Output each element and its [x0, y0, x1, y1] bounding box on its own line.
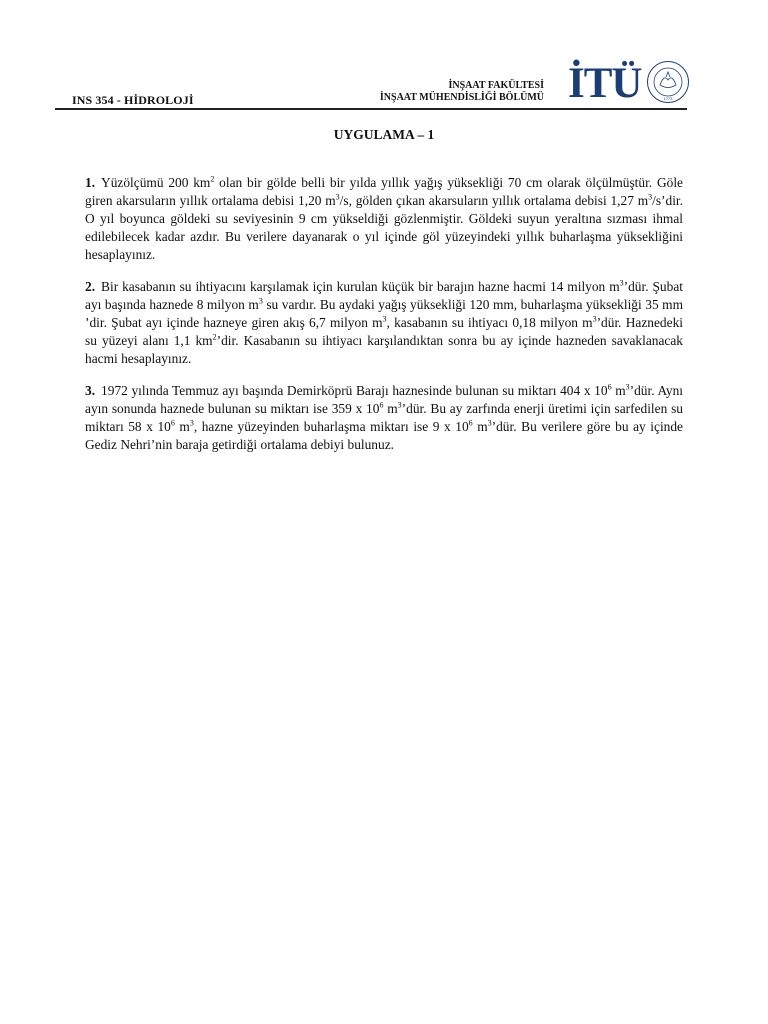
problem-text: , hazne yüzeyinden buharlaşma miktarı ise 9 x 10 — [193, 419, 469, 434]
superscript: 3 — [397, 400, 402, 410]
superscript: 2 — [210, 174, 215, 184]
superscript: 6 — [170, 418, 175, 428]
problem-text: ’dür. Şubat ayı başında haznede 8 milyon m — [85, 279, 683, 312]
problem-text: /s’dir. O yıl boyunca göldeki su seviyesinin 9 cm yükseldiği gözlenmiştir. Göldeki suyun yeraltına sızması ihmal edilebilecek kadar azdır. Bu verilere dayanarak o yıl içinde göl yüzeyindeki yıllık buharlaşma yüksekliğini hesaplayınız. — [85, 193, 683, 262]
problem-text: ’dür. Haznedeki su yüzeyi alanı 1,1 km — [85, 315, 683, 348]
superscript: 6 — [607, 382, 612, 392]
problem-2 — [85, 278, 683, 368]
superscript: 3 — [382, 314, 387, 324]
superscript: 3 — [189, 418, 194, 428]
superscript: 3 — [487, 418, 492, 428]
problem-number: 1. — [85, 175, 96, 190]
department-name: İNŞAAT MÜHENDİSLİĞİ BÖLÜMÜ — [379, 92, 544, 103]
problem-text: , kasabanın su ihtiyacı 0,18 milyon m — [386, 315, 593, 330]
superscript: 3 — [619, 278, 624, 288]
problem-text: ’dür. Aynı ayın sonunda haznede bulunan su miktarı ise 359 x 10 — [85, 383, 684, 416]
problem-text: su vardır. Bu aydaki yağış yüksekliği 120 mm, buharlaşma yüksekliği 35 mm ’dir. Şubat ayı içinde hazneye giren akış 6,7 milyon m — [85, 297, 683, 330]
problem-text: m — [472, 419, 488, 434]
problem-list — [85, 174, 683, 468]
problem-text: m — [174, 419, 190, 434]
superscript: 3 — [625, 382, 630, 392]
problem-1 — [85, 174, 683, 264]
problem-text: olan bir gölde belli bir yılda yıllık yağış yüksekliği 70 cm olarak ölçülmüştür. Göle giren akarsuların yıllık ortalama debisi 1,20 m — [85, 175, 683, 208]
page-title: UYGULAMA – 1 — [333, 127, 435, 142]
problem-text: m — [611, 383, 626, 398]
problem-number: 2. — [85, 279, 96, 294]
university-seal-icon — [646, 60, 690, 104]
problem-number: 3. — [85, 383, 96, 398]
faculty-info — [380, 80, 544, 104]
problem-text: m — [383, 401, 398, 416]
problem-text: /s, gölden çıkan akarsuların yıllık ortalama debisi 1,27 m — [339, 193, 649, 208]
superscript: 2 — [212, 332, 217, 342]
superscript: 3 — [592, 314, 597, 324]
problem-3 — [85, 382, 683, 454]
problem-text: ’dür. Bu verilere göre bu ay içinde Gediz Nehri’nin baraja getirdiği ortalama debiyi bulunuz. — [85, 419, 683, 452]
problem-text: Yüzölçümü 200 km — [101, 175, 211, 190]
superscript: 6 — [468, 418, 473, 428]
superscript: 3 — [648, 192, 653, 202]
problem-text: 1972 yılında Temmuz ayı başında Demirköprü Barajı haznesinde bulunan su miktarı 404 x 10 — [101, 383, 608, 398]
page-header — [55, 60, 687, 110]
itu-logo: İTÜ — [568, 60, 642, 107]
superscript: 3 — [335, 192, 340, 202]
superscript: 3 — [258, 296, 263, 306]
faculty-name: İNŞAAT FAKÜLTESİ — [448, 80, 544, 91]
problem-text: ’dür. Bu ay zarfında enerji üretimi için sarfedilen su miktarı 58 x 10 — [85, 401, 683, 434]
course-code: INS 354 - HİDROLOJİ — [72, 93, 194, 107]
problem-text: Bir kasabanın su ihtiyacını karşılamak için kurulan küçük bir barajın hazne hacmi 14 milyon m — [101, 279, 620, 294]
problem-text: ’dir. Kasabanın su ihtiyacı karşılandıktan sonra bu ay içinde hazneden savaklanacak hacmi hesaplayınız. — [85, 333, 683, 366]
header-rule — [55, 108, 687, 110]
superscript: 6 — [379, 400, 384, 410]
seal-year: 1773 — [663, 96, 673, 101]
